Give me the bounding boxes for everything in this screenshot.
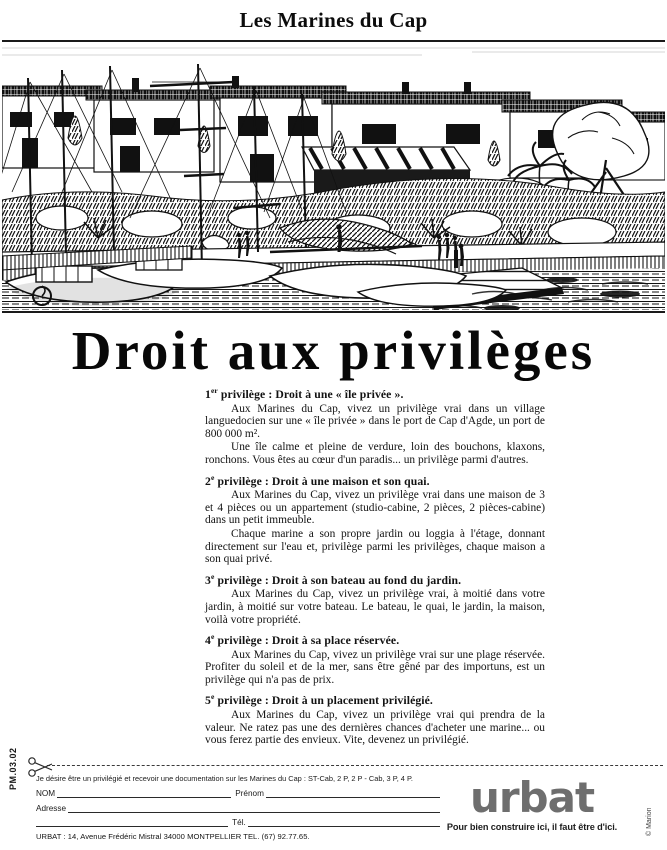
company-address: URBAT : 14, Avenue Frédéric Mistral 34000 MONTPELLIER TEL. (67) 92.77.65. bbox=[36, 832, 310, 842]
masthead bbox=[0, 0, 667, 40]
section-paragraph: Aux Marines du Cap, vivez un privilège vrai dans une maison de 3 et 4 pièces ou un appartement (studio-cabine, 2 pièces, 2 pièces-cabine) dans un petit immeuble. bbox=[205, 489, 545, 527]
nom-label: NOM bbox=[36, 789, 56, 799]
section-number-2: 2 bbox=[205, 474, 211, 488]
illustrator-credit: © Marion bbox=[646, 807, 653, 836]
urbat-wordmark: urbat bbox=[469, 773, 595, 822]
section-number-5: 5 bbox=[205, 694, 211, 708]
section-heading-3 bbox=[205, 571, 545, 588]
section-ordinal-4: e bbox=[210, 632, 215, 642]
section-heading-4 bbox=[205, 632, 545, 648]
nom-input[interactable] bbox=[57, 789, 231, 798]
section-paragraph: Aux Marines du Cap, vivez un privilège vrai qui prendra de la valeur. Ne ratez pas une des dernières chances d'acheter une marine... ou vous ferez partie des envieux. Vite, devenez un privilégié. bbox=[205, 709, 545, 747]
section-heading-text-5: privilège : Droit à un placement privilégié. bbox=[214, 694, 433, 708]
section-heading-text-1: privilège : Droit à une « île privée ». bbox=[217, 388, 404, 401]
page-title: Les Marines du Cap bbox=[239, 7, 428, 32]
section-paragraph: Chaque marine a son propre jardin ou loggia à l'étage, donnant directement sur l'eau et, privilège parmi les privilèges, chaque maison a son quai privé. bbox=[205, 527, 545, 566]
coupon-intro-text: Je désire être un privilégié et recevoir une documentation sur les Marines du Cap : ST-Cab, 2 P, 2 P - Cab, 3 P, 4 P. bbox=[36, 774, 413, 783]
section-heading-text-3: privilège : Droit à son bateau au fond du jardin. bbox=[214, 573, 462, 587]
section-paragraph: Aux Marines du Cap, vivez un privilège vrai sur une plage réservée. Profiter du soleil et de la mer, sans être gêné par des importuns, est un privilège qui n'a pas de prix. bbox=[205, 648, 545, 686]
section-ordinal-3: e bbox=[210, 571, 215, 581]
section-ordinal-1: er bbox=[210, 386, 218, 396]
adresse-input-continued[interactable] bbox=[36, 818, 228, 827]
marina-illustration bbox=[2, 42, 665, 310]
section-ordinal-2: e bbox=[210, 472, 215, 482]
urbat-logo-block bbox=[437, 773, 627, 832]
section-heading-1 bbox=[205, 386, 545, 402]
cut-line bbox=[47, 765, 663, 766]
section-paragraph: Aux Marines du Cap, vivez un privilège vrai dans un village languedocien sur une « île privée » dans le port de Cap d'Agde, un port de 800 000 m². bbox=[205, 402, 545, 440]
coupon-form bbox=[36, 774, 440, 841]
urbat-tagline: Pour bien construire ici, il faut être d'ici. bbox=[446, 822, 618, 832]
prenom-input[interactable] bbox=[266, 789, 440, 798]
coupon-row-address bbox=[36, 804, 440, 813]
adresse-label: Adresse bbox=[36, 803, 67, 813]
coupon-row-name bbox=[36, 789, 440, 798]
marina-illustration-artwork bbox=[2, 42, 665, 310]
section-ordinal-5: e bbox=[210, 692, 215, 702]
section-paragraph: Une île calme et pleine de verdure, loin des bouchons, klaxons, ronchons. Vous êtes au cœur d'un paradis... un privilège parmi d'autres. bbox=[205, 441, 545, 466]
section-heading-text-2: privilège : Droit à une maison et son quai. bbox=[214, 474, 430, 488]
reference-code: PM.03.02 bbox=[8, 747, 18, 790]
adresse-input[interactable] bbox=[68, 804, 440, 813]
prenom-label: Prénom bbox=[235, 789, 264, 799]
coupon-row-tel bbox=[36, 818, 440, 827]
section-number-3: 3 bbox=[205, 573, 211, 587]
section-heading-text-4: privilège : Droit à sa place réservée. bbox=[214, 634, 400, 648]
section-number-4: 4 bbox=[205, 634, 211, 648]
section-heading-2 bbox=[205, 472, 545, 489]
headline: Droit aux privilèges bbox=[71, 320, 596, 381]
section-heading-5 bbox=[205, 692, 545, 708]
section-number-1: 1 bbox=[205, 388, 211, 401]
body-copy bbox=[205, 386, 545, 747]
tel-input[interactable] bbox=[248, 818, 440, 827]
section-paragraph: Aux Marines du Cap, vivez un privilège vrai, à moitié dans votre jardin, à moitié sur votre bateau. Le bateau, le quai, le jardin, la maison, voilà votre propriété. bbox=[205, 588, 545, 626]
tel-label: Tél. bbox=[232, 818, 246, 828]
